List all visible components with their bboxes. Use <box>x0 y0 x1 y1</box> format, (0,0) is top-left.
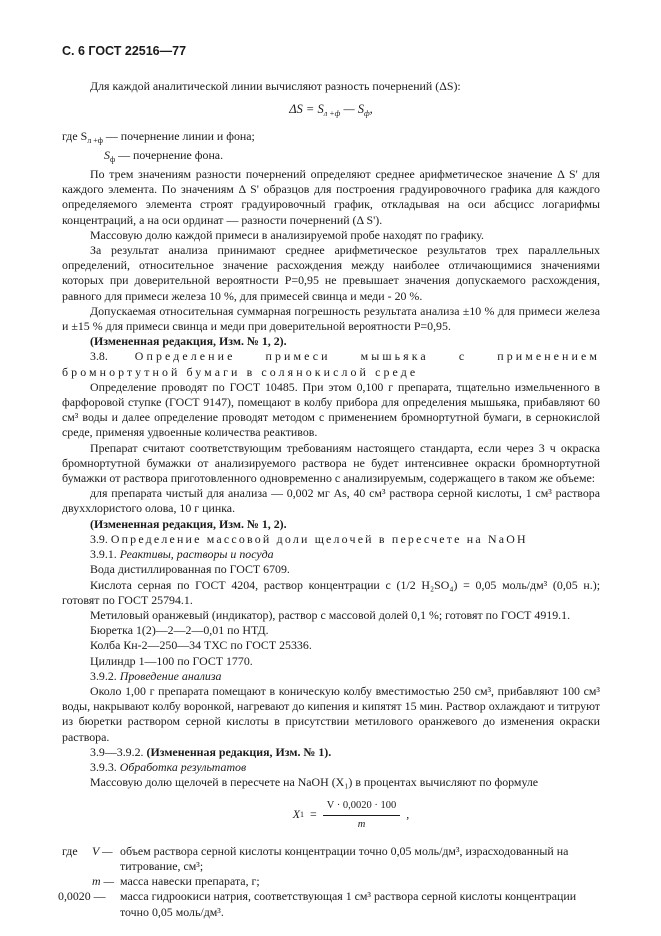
formula-x1: X 1 = $\frac{V \cdot 0,0020 \cdot 100}{m}$ , <box>62 798 600 831</box>
where-m: m — масса навески препарата, г; <box>92 874 260 889</box>
formula-delta-s: $\Delta S = S_{л +ф}$ — $S_ф$, <box>289 102 373 119</box>
paragraph-error: Допускаемая относительная суммарная погрешность результата анализа ±10 % для примеси железа и ±15 % для примеси свинца и меди при доверительной вероятности P=0,95. <box>62 303 600 334</box>
paragraph-arsenic: Определение проводят по ГОСТ 10485. При этом 0,100 г препарата, тщательно измельченного в фарфоровой ступке (ГОСТ 9147), помещают в колбу прибора для определения мышьяка, прибавляют 60 см³ воды и далее определение проводят методом с применением бромнортутной бумаги, в сернокислой среде, применяя удвоенные количества реактивов. <box>62 379 600 440</box>
page-header: С. 6 ГОСТ 22516—77 <box>62 44 187 58</box>
edit-note-3: 3.9—3.9.2. (Измененная редакция, Изм. № 1). <box>90 744 332 759</box>
section-3-9: 3.9. Определение массовой доли щелочей в пересчете на NaOH <box>90 531 528 546</box>
paragraph-average: По трем значениям разности почернений определяют среднее арифметическое значение Δ S' для каждого элемента. По значениям Δ S' образцов для построения градуировочного графика для каждого определяемого элемента строят градуировочный график, откладывая на оси абсцисс логарифмы концентраций, а на оси ординат — разности почернений (Δ S'). <box>62 167 600 227</box>
reagent-water: Вода дистиллированная по ГОСТ 6709. <box>90 562 290 577</box>
document-page <box>58 44 600 920</box>
section-3-9-3: 3.9.3. Обработка результатов <box>90 759 247 774</box>
reagent-cylinder: Цилиндр 1—100 по ГОСТ 1770. <box>90 653 253 668</box>
section-3-9-1: 3.9.1. Реактивы, растворы и посуда <box>90 547 274 562</box>
where-constant: 0,0020 — масса гидроокиси натрия, соответствующая 1 см³ раствора серной кислоты концентрации точно 0,05 моль/дм³. <box>58 889 577 919</box>
reagent-indicator: Метиловый оранжевый (индикатор), раствор с массовой долей 0,1 %; готовят по ГОСТ 4919.1. <box>90 607 571 622</box>
paragraph-formula-intro: Массовую долю щелочей в пересчете на NaOH (X₁) в процентах вычисляют по формуле <box>90 775 539 790</box>
reagent-burette: Бюретка 1(2)—2—2—0,01 по НТД. <box>90 623 269 638</box>
reagent-flask: Колба Кн-2—250—34 ТХС по ГОСТ 25336. <box>90 638 312 653</box>
paragraph-result: За результат анализа принимают среднее арифметическое результатов трех параллельных определений, относительное значение расхождения между наиболее отличающимися значениями которых при доверительной вероятности P=0,95 не превышает значения допускаемого расхождения, равного для примеси железа 10 %, для примесей свинца и меди - 20 %. <box>62 243 600 303</box>
paragraph-compliance: Препарат считают соответствующим требованиям настоящего стандарта, если через 3 ч окраска бромнортутной бумажки от анализируемого раствора не будет интенсивнее окраски бромнортутной бумажки от раствора приготовленного одновременно с анализируемым, содержащего в таком же объеме: <box>62 440 600 486</box>
where-v: где V — объем раствора серной кислоты концентрации точно 0,05 моль/дм³, израсходованный на титрование, см³; <box>62 843 569 873</box>
paragraph-difference: Для каждой аналитической линии вычисляют разность почернений (ΔS): <box>90 79 461 94</box>
section-3-8: 3.8. Определение примеси мышьяка с применением бромнортутной бумаги в солянокислой среде <box>62 349 600 379</box>
reagent-acid: Кислота серная по ГОСТ 4204, раствор концентрации c (1/2 H₂SO₄) = 0,05 моль/дм³ (0,05 н.); готовят по ГОСТ 25794.1. <box>62 577 600 607</box>
paragraph-procedure: Около 1,00 г препарата помещают в коническую колбу вместимостью 250 см³, прибавляют 100 см³ воды, накрывают колбу воронкой, нагревают до кипения и кипятят 15 мин. Раствор охлаждают и титруют из бюретки раствором серной кислоты в присутствии метилового оранжевого до изменения окраски раствора. <box>62 683 600 744</box>
where-line-1: где $S_{л +ф}$ — почернение линии и фона; <box>62 128 255 145</box>
section-3-9-title: Определение массовой доли щелочей в пересчете на NaOH <box>110 531 528 546</box>
edit-note-2: (Измененная редакция, Изм. № 1, 2). <box>90 516 287 531</box>
edit-note-1: (Измененная редакция, Изм. № 1, 2). <box>90 334 287 349</box>
section-3-9-2: 3.9.2. Проведение анализа <box>90 668 222 683</box>
formula-fraction: $\frac{V \cdot 0,0020 \cdot 100}{m}$ <box>323 798 401 831</box>
paragraph-pure: для препарата чистый для анализа — 0,002 мг As, 40 см³ раствора серной кислоты, 1 см³ раствора двуххлористого олова, 10 г цинка. <box>62 486 600 516</box>
where-line-2: $S_ф$ — почернение фона. <box>104 147 224 164</box>
paragraph-mass-fraction: Массовую долю каждой примеси в анализируемой пробе находят по графику. <box>90 227 485 242</box>
section-3-8-title: Определение примеси мышьяка с применением бромнортутной бумаги в солянокислой среде <box>62 349 600 379</box>
